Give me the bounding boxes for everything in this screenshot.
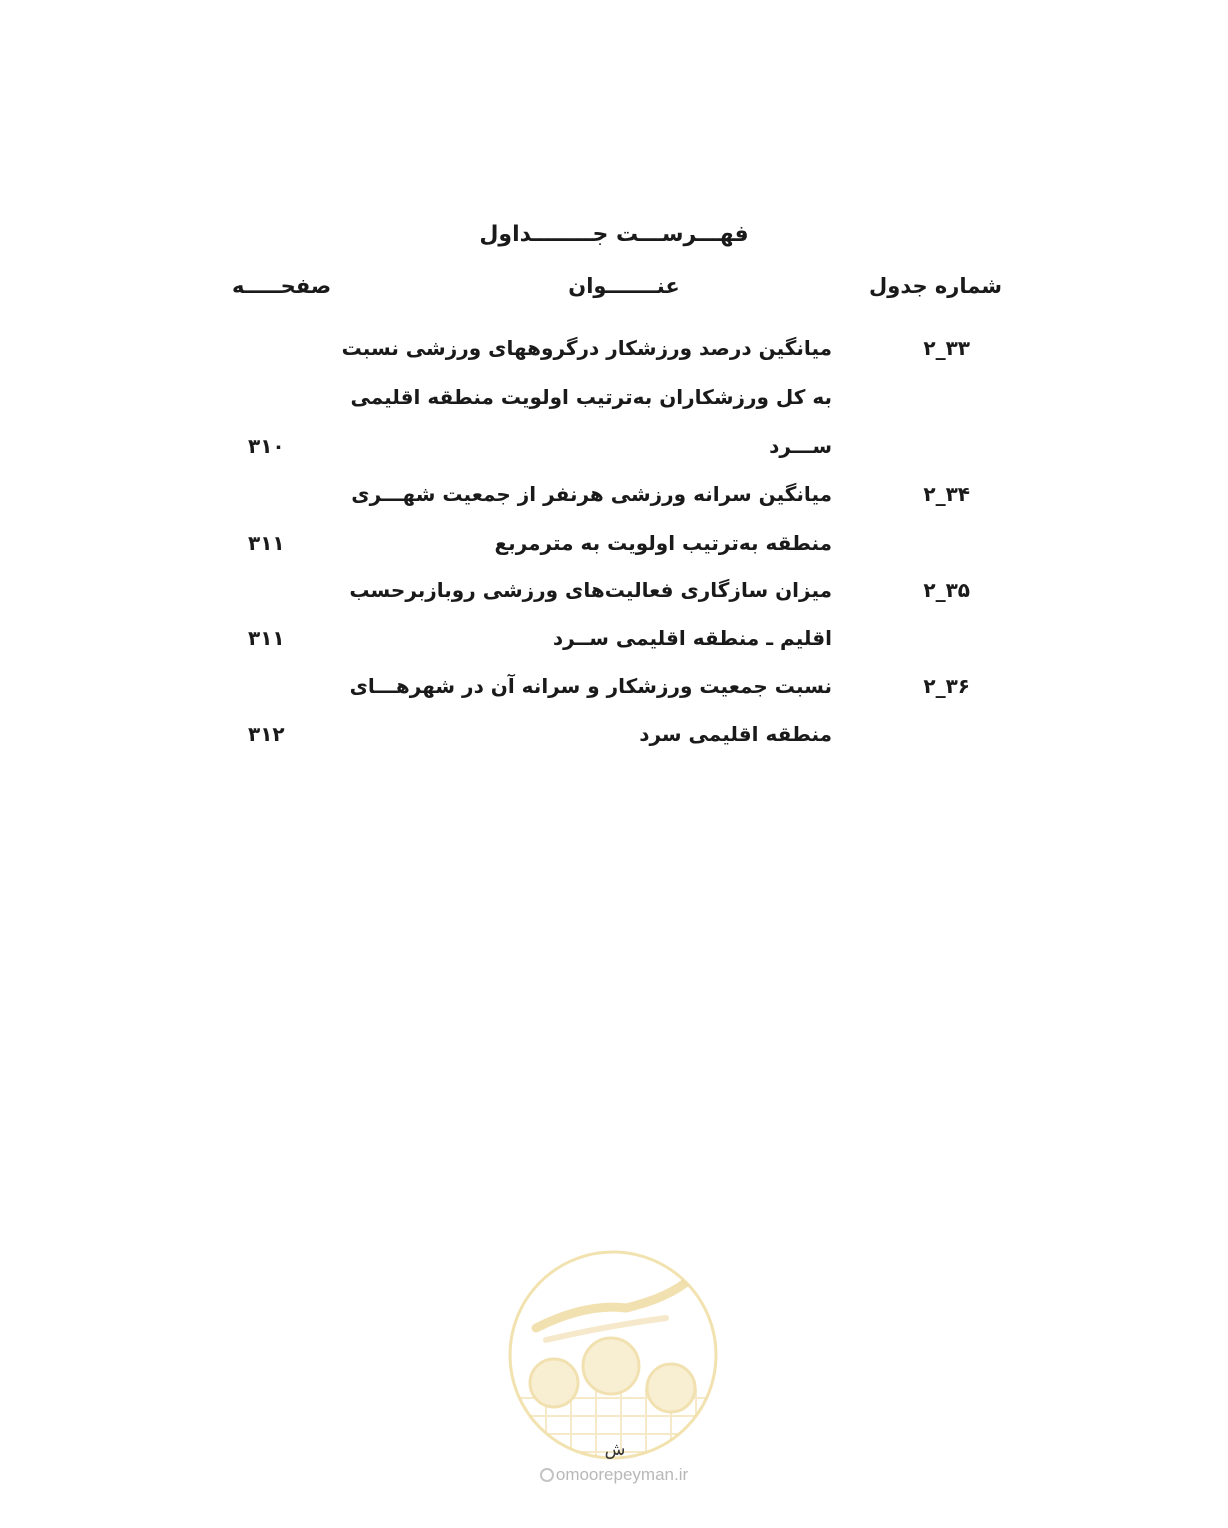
entry-title-line: اقلیم ـ منطقه اقلیمی ســرد — [552, 626, 832, 650]
header-page: صفحـــــه — [232, 274, 332, 298]
entry-number: ۲_۳۶ — [923, 674, 970, 698]
watermark-logo-icon — [506, 1248, 720, 1462]
entry-title-line: به کل ورزشکاران به‌ترتیب اولویت منطقه اقلیمی — [350, 385, 832, 409]
entry-number: ۲_۳۳ — [923, 336, 970, 360]
page-title: فهـــرســـت جــــــــداول — [479, 222, 749, 247]
entry-page: ۳۱۲ — [248, 722, 285, 746]
entry-page: ۳۱۱ — [248, 531, 285, 555]
entry-number: ۲_۳۴ — [923, 482, 970, 506]
watermark-url-text: omoorepeyman.ir — [555, 1465, 689, 1484]
entry-page: ۳۱۱ — [248, 626, 285, 650]
header-title: عنـــــــوان — [568, 274, 680, 298]
entry-title-line: میانگین درصد ورزشکار درگروههای ورزشی نسبت — [341, 336, 832, 360]
entry-title-line: میانگین سرانه ورزشی هرنفر از جمعیت شهـــری — [351, 482, 832, 506]
entry-page: ۳۱۰ — [248, 434, 285, 458]
header-table-number: شماره جدول — [869, 274, 1002, 298]
at-icon — [540, 1468, 554, 1482]
entry-title-line: نسبت جمعیت ورزشکار و سرانه آن در شهرهـــای — [349, 674, 832, 698]
page-mark: ش — [604, 1440, 626, 1460]
entry-title-line: منطقه اقلیمی سرد — [639, 722, 832, 746]
entry-title-line: میزان سازگاری فعالیت‌های ورزشی روبازبرحسب — [349, 578, 832, 602]
watermark-url — [514, 1465, 714, 1485]
entry-title-line: ســـرد — [769, 434, 832, 458]
entry-number: ۲_۳۵ — [923, 578, 970, 602]
entry-title-line: منطقه به‌ترتیب اولویت به مترمربع — [494, 531, 832, 555]
